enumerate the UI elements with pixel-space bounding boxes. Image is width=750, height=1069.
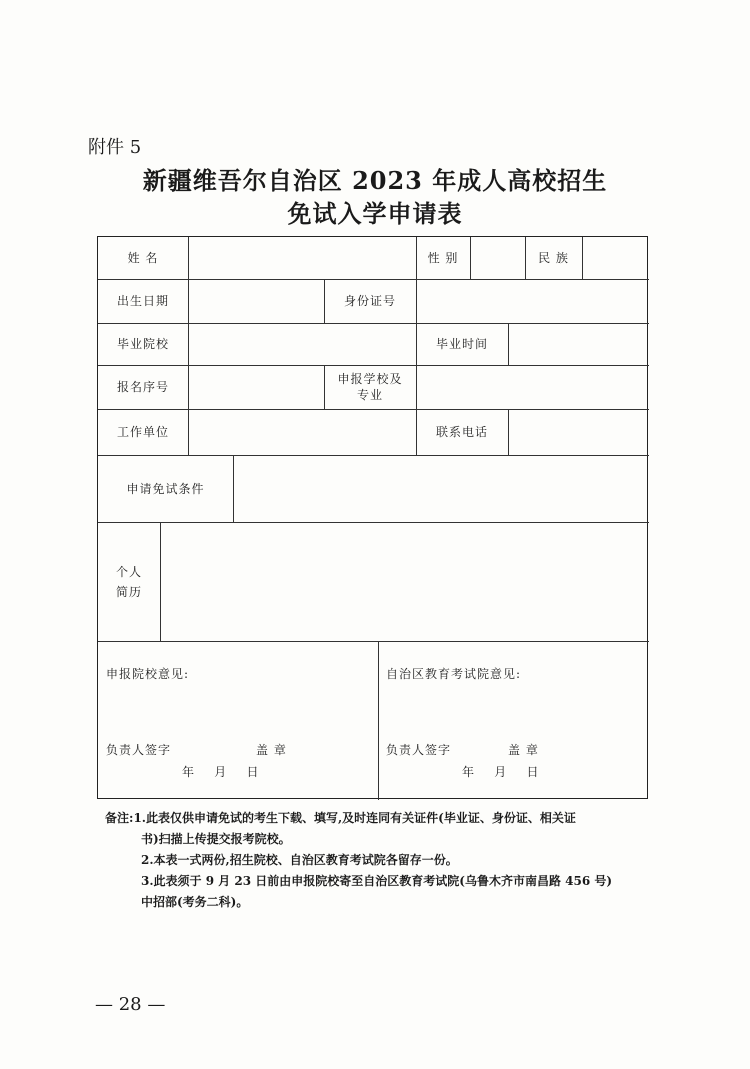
exempt-condition-label: 申请免试条件 (126, 481, 205, 496)
exam-authority-seal-label: 盖 章 (508, 743, 539, 757)
col-divider (378, 641, 379, 800)
note-3-cont (105, 892, 665, 913)
notes-section (105, 808, 665, 913)
grad-time-field[interactable] (509, 323, 647, 365)
birth-date-field[interactable] (189, 279, 324, 323)
note-1-line1: 1.此表仅供申请免试的考生下载、填写,及时连同有关证件(毕业证、身份证、相关证 (133, 811, 576, 825)
ethnicity-field[interactable] (583, 237, 647, 279)
school-seal-label: 盖 章 (256, 743, 287, 757)
note-1-cont (105, 829, 665, 850)
page-title: 新疆维吾尔自治区 2023 年成人高校招生 (142, 166, 608, 195)
gender-field[interactable] (471, 237, 525, 279)
school-opinion-field[interactable] (106, 687, 371, 737)
phone-field[interactable] (509, 409, 647, 455)
apply-school-major-line2: 专业 (356, 388, 383, 402)
exempt-condition-field[interactable] (234, 455, 647, 522)
row-divider (98, 641, 649, 642)
gender-label: 性 别 (427, 251, 459, 265)
resume-label-line2: 简历 (115, 584, 142, 599)
work-unit-field[interactable] (189, 409, 416, 455)
grad-school-label: 毕业院校 (116, 337, 169, 351)
phone-label: 联系电话 (435, 425, 488, 439)
id-number-field[interactable] (417, 279, 647, 323)
exam-authority-date-label: 年 月 日 (462, 765, 540, 779)
name-field[interactable] (189, 237, 416, 279)
note-3 (105, 871, 665, 892)
note-2 (105, 850, 665, 871)
note-3-line2: 中招部(考务二科)。 (141, 895, 249, 909)
note-2-text: 2.本表一式两份,招生院校、自治区教育考试院各留存一份。 (141, 853, 458, 867)
work-unit-label: 工作单位 (116, 425, 169, 439)
note-1-line2: 书)扫描上传提交报考院校。 (141, 832, 291, 846)
exam-authority-signer-label: 负责人签字 (386, 743, 452, 757)
apply-school-major-label (324, 365, 416, 409)
note-3-line1: 3.此表须于 9 月 23 日前由申报院校寄至自治区教育考试院(乌鲁木齐市南昌路 456 号) (141, 874, 613, 888)
resume-label-line1: 个人 (115, 564, 142, 579)
page-number: — 28 — (95, 994, 166, 1015)
school-signer-label: 负责人签字 (106, 743, 172, 757)
resume-label (98, 522, 160, 641)
exam-authority-opinion-field[interactable] (386, 687, 641, 737)
resume-field[interactable] (161, 522, 647, 641)
grad-school-field[interactable] (189, 323, 416, 365)
ethnicity-label: 民 族 (538, 251, 569, 265)
reg-number-field[interactable] (189, 365, 324, 409)
note-1 (105, 808, 665, 829)
name-label: 姓 名 (127, 251, 159, 265)
grad-time-label: 毕业时间 (435, 337, 488, 351)
notes-prefix: 备注: (105, 811, 134, 825)
school-opinion-title: 申报院校意见: (106, 667, 190, 681)
apply-school-major-field[interactable] (417, 365, 647, 409)
exam-authority-opinion-title: 自治区教育考试院意见: (386, 667, 522, 681)
apply-school-major-line1: 申报学校及 (337, 372, 403, 386)
attachment-label: 附件 5 (88, 137, 142, 158)
reg-number-label: 报名序号 (116, 380, 169, 394)
school-date-label: 年 月 日 (182, 765, 260, 779)
id-number-label: 身份证号 (343, 294, 396, 308)
page-subtitle: 免试入学申请表 (287, 199, 463, 228)
application-form-table (97, 236, 648, 799)
birth-date-label: 出生日期 (116, 294, 169, 308)
